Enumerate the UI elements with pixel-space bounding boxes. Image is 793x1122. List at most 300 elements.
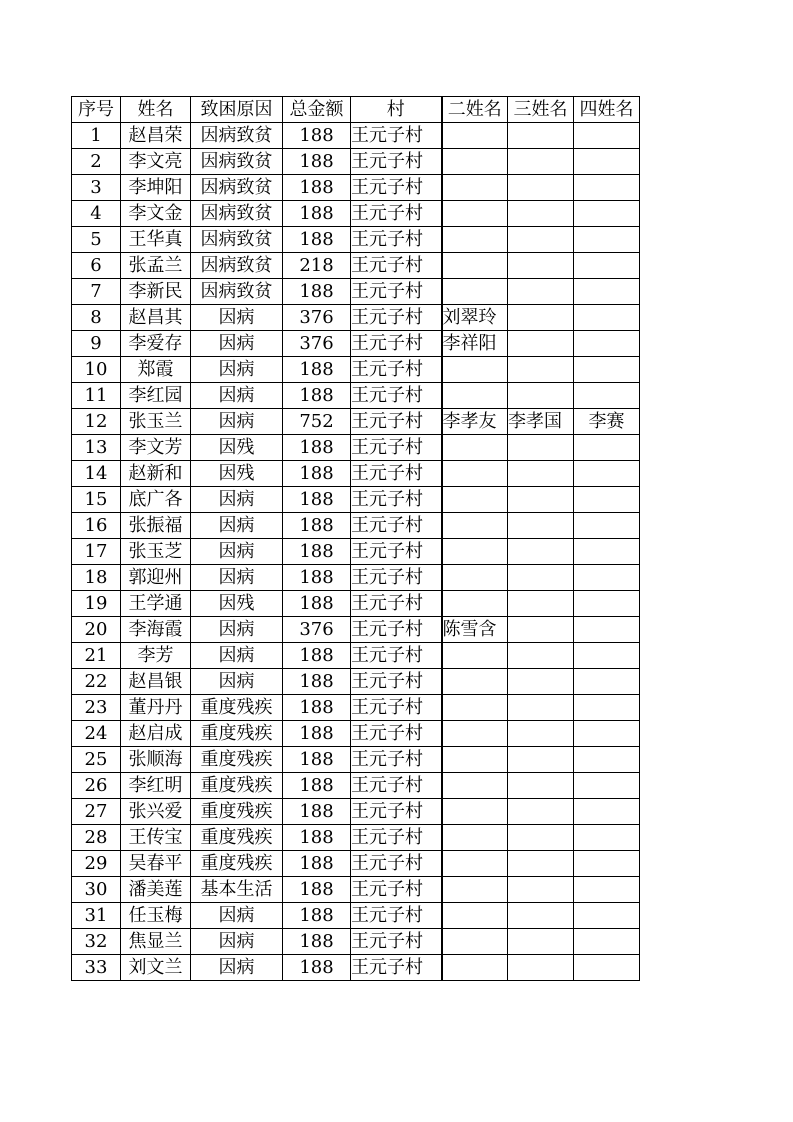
cell-second-name: [442, 175, 508, 201]
cell-amount: 188: [283, 903, 351, 929]
cell-third-name: [508, 513, 574, 539]
header-serial: 序号: [72, 97, 121, 123]
cell-serial: 19: [72, 591, 121, 617]
cell-fourth-name: [574, 903, 640, 929]
cell-third-name: [508, 123, 574, 149]
cell-reason: 因病: [191, 565, 283, 591]
cell-name: 张孟兰: [121, 253, 191, 279]
cell-second-name: [442, 929, 508, 955]
cell-village: 王元子村: [351, 461, 442, 487]
cell-second-name: [442, 591, 508, 617]
cell-village: 王元子村: [351, 643, 442, 669]
cell-serial: 32: [72, 929, 121, 955]
cell-third-name: [508, 279, 574, 305]
cell-amount: 188: [283, 539, 351, 565]
cell-reason: 因病致贫: [191, 227, 283, 253]
cell-fourth-name: [574, 279, 640, 305]
cell-fourth-name: [574, 175, 640, 201]
cell-village: 王元子村: [351, 617, 442, 643]
table-row: [72, 877, 640, 903]
cell-third-name: [508, 227, 574, 253]
cell-amount: 188: [283, 201, 351, 227]
cell-fourth-name: [574, 617, 640, 643]
table-row: [72, 539, 640, 565]
header-village: 村: [351, 97, 442, 123]
cell-village: 王元子村: [351, 487, 442, 513]
cell-reason: 因残: [191, 461, 283, 487]
cell-amount: 188: [283, 851, 351, 877]
cell-fourth-name: [574, 825, 640, 851]
cell-fourth-name: [574, 643, 640, 669]
cell-second-name: [442, 149, 508, 175]
table-row: [72, 305, 640, 331]
cell-village: 王元子村: [351, 175, 442, 201]
table-row: [72, 123, 640, 149]
cell-second-name: [442, 799, 508, 825]
cell-name: 赵昌银: [121, 669, 191, 695]
cell-amount: 188: [283, 175, 351, 201]
cell-reason: 因残: [191, 435, 283, 461]
cell-name: 李红园: [121, 383, 191, 409]
cell-amount: 188: [283, 669, 351, 695]
cell-third-name: [508, 253, 574, 279]
cell-reason: 因病: [191, 617, 283, 643]
cell-third-name: [508, 877, 574, 903]
cell-third-name: [508, 461, 574, 487]
table-row: [72, 773, 640, 799]
cell-serial: 3: [72, 175, 121, 201]
table-row: [72, 331, 640, 357]
cell-serial: 18: [72, 565, 121, 591]
cell-fourth-name: [574, 357, 640, 383]
cell-serial: 27: [72, 799, 121, 825]
cell-reason: 因病: [191, 929, 283, 955]
cell-serial: 1: [72, 123, 121, 149]
cell-serial: 8: [72, 305, 121, 331]
cell-reason: 因病: [191, 383, 283, 409]
cell-amount: 188: [283, 487, 351, 513]
cell-village: 王元子村: [351, 227, 442, 253]
cell-serial: 12: [72, 409, 121, 435]
cell-reason: 因病: [191, 903, 283, 929]
cell-amount: 188: [283, 279, 351, 305]
cell-name: 潘美莲: [121, 877, 191, 903]
cell-second-name: 刘翠玲: [442, 305, 508, 331]
cell-name: 张兴爱: [121, 799, 191, 825]
cell-fourth-name: [574, 955, 640, 981]
table-row: [72, 227, 640, 253]
cell-fourth-name: [574, 253, 640, 279]
cell-reason: 基本生活: [191, 877, 283, 903]
cell-name: 张玉芝: [121, 539, 191, 565]
cell-name: 赵新和: [121, 461, 191, 487]
table-row: [72, 643, 640, 669]
cell-serial: 7: [72, 279, 121, 305]
cell-fourth-name: [574, 877, 640, 903]
cell-serial: 33: [72, 955, 121, 981]
cell-village: 王元子村: [351, 253, 442, 279]
cell-serial: 26: [72, 773, 121, 799]
table-row: [72, 903, 640, 929]
cell-serial: 11: [72, 383, 121, 409]
cell-second-name: [442, 643, 508, 669]
cell-serial: 17: [72, 539, 121, 565]
cell-fourth-name: [574, 305, 640, 331]
table-row: [72, 201, 640, 227]
table-row: [72, 383, 640, 409]
cell-name: 任玉梅: [121, 903, 191, 929]
cell-fourth-name: [574, 201, 640, 227]
cell-second-name: 陈雪含: [442, 617, 508, 643]
cell-serial: 6: [72, 253, 121, 279]
cell-name: 赵昌荣: [121, 123, 191, 149]
cell-second-name: [442, 357, 508, 383]
table-row: [72, 435, 640, 461]
cell-third-name: [508, 669, 574, 695]
cell-amount: 188: [283, 643, 351, 669]
cell-name: 赵昌其: [121, 305, 191, 331]
cell-village: 王元子村: [351, 747, 442, 773]
cell-amount: 188: [283, 565, 351, 591]
cell-second-name: [442, 279, 508, 305]
cell-fourth-name: [574, 721, 640, 747]
table-row: [72, 279, 640, 305]
cell-amount: 188: [283, 513, 351, 539]
cell-serial: 22: [72, 669, 121, 695]
cell-third-name: [508, 903, 574, 929]
cell-third-name: [508, 695, 574, 721]
cell-amount: 188: [283, 149, 351, 175]
cell-serial: 30: [72, 877, 121, 903]
cell-name: 赵启成: [121, 721, 191, 747]
cell-reason: 因病致贫: [191, 253, 283, 279]
cell-third-name: [508, 435, 574, 461]
cell-amount: 188: [283, 695, 351, 721]
cell-fourth-name: [574, 929, 640, 955]
cell-third-name: [508, 383, 574, 409]
cell-reason: 因病致贫: [191, 175, 283, 201]
header-name: 姓名: [121, 97, 191, 123]
cell-second-name: [442, 227, 508, 253]
table-row: [72, 175, 640, 201]
table-row: [72, 669, 640, 695]
cell-village: 王元子村: [351, 513, 442, 539]
table-row: [72, 591, 640, 617]
cell-amount: 218: [283, 253, 351, 279]
cell-third-name: [508, 539, 574, 565]
cell-fourth-name: [574, 539, 640, 565]
cell-village: 王元子村: [351, 201, 442, 227]
cell-amount: 188: [283, 357, 351, 383]
cell-serial: 2: [72, 149, 121, 175]
cell-amount: 188: [283, 591, 351, 617]
cell-second-name: [442, 539, 508, 565]
table-row: [72, 799, 640, 825]
cell-third-name: [508, 929, 574, 955]
cell-second-name: [442, 253, 508, 279]
cell-serial: 4: [72, 201, 121, 227]
cell-second-name: [442, 903, 508, 929]
cell-third-name: [508, 565, 574, 591]
cell-name: 吴春平: [121, 851, 191, 877]
cell-serial: 25: [72, 747, 121, 773]
cell-name: 李红明: [121, 773, 191, 799]
cell-fourth-name: [574, 149, 640, 175]
cell-name: 刘文兰: [121, 955, 191, 981]
cell-reason: 因病: [191, 955, 283, 981]
cell-village: 王元子村: [351, 331, 442, 357]
cell-third-name: [508, 149, 574, 175]
cell-fourth-name: [574, 123, 640, 149]
cell-third-name: [508, 773, 574, 799]
table-body: [72, 123, 640, 981]
cell-third-name: 李孝国: [508, 409, 574, 435]
cell-amount: 188: [283, 461, 351, 487]
cell-serial: 9: [72, 331, 121, 357]
cell-third-name: [508, 799, 574, 825]
cell-second-name: [442, 773, 508, 799]
cell-third-name: [508, 487, 574, 513]
cell-reason: 因病: [191, 513, 283, 539]
cell-third-name: [508, 201, 574, 227]
cell-fourth-name: [574, 435, 640, 461]
cell-reason: 因病致贫: [191, 149, 283, 175]
cell-village: 王元子村: [351, 279, 442, 305]
cell-fourth-name: [574, 487, 640, 513]
cell-serial: 23: [72, 695, 121, 721]
header-total-amount: 总金额: [283, 97, 351, 123]
cell-second-name: [442, 747, 508, 773]
cell-village: 王元子村: [351, 851, 442, 877]
table-row: [72, 721, 640, 747]
cell-fourth-name: 李赛: [574, 409, 640, 435]
cell-third-name: [508, 643, 574, 669]
cell-second-name: [442, 721, 508, 747]
cell-amount: 376: [283, 305, 351, 331]
cell-name: 李文芳: [121, 435, 191, 461]
cell-name: 李芳: [121, 643, 191, 669]
cell-second-name: [442, 435, 508, 461]
cell-village: 王元子村: [351, 409, 442, 435]
cell-third-name: [508, 305, 574, 331]
cell-village: 王元子村: [351, 435, 442, 461]
cell-third-name: [508, 747, 574, 773]
cell-village: 王元子村: [351, 383, 442, 409]
cell-amount: 376: [283, 331, 351, 357]
cell-village: 王元子村: [351, 955, 442, 981]
cell-third-name: [508, 331, 574, 357]
cell-second-name: [442, 201, 508, 227]
table-row: [72, 461, 640, 487]
cell-village: 王元子村: [351, 825, 442, 851]
cell-village: 王元子村: [351, 695, 442, 721]
cell-third-name: [508, 617, 574, 643]
cell-amount: 188: [283, 123, 351, 149]
table-row: [72, 409, 640, 435]
cell-serial: 15: [72, 487, 121, 513]
cell-second-name: [442, 695, 508, 721]
cell-third-name: [508, 825, 574, 851]
table-row: [72, 929, 640, 955]
table-row: [72, 513, 640, 539]
header-second-name: 二姓名: [442, 97, 508, 123]
cell-second-name: [442, 877, 508, 903]
cell-third-name: [508, 955, 574, 981]
cell-name: 王华真: [121, 227, 191, 253]
cell-fourth-name: [574, 669, 640, 695]
cell-second-name: [442, 955, 508, 981]
cell-reason: 重度残疾: [191, 851, 283, 877]
table-row: [72, 487, 640, 513]
table-row: [72, 357, 640, 383]
cell-village: 王元子村: [351, 929, 442, 955]
cell-third-name: [508, 591, 574, 617]
cell-second-name: [442, 123, 508, 149]
cell-third-name: [508, 851, 574, 877]
cell-amount: 188: [283, 773, 351, 799]
cell-village: 王元子村: [351, 539, 442, 565]
cell-name: 张顺海: [121, 747, 191, 773]
cell-fourth-name: [574, 747, 640, 773]
cell-serial: 28: [72, 825, 121, 851]
cell-amount: 752: [283, 409, 351, 435]
header-reason: 致困原因: [191, 97, 283, 123]
cell-second-name: [442, 513, 508, 539]
cell-second-name: [442, 565, 508, 591]
cell-amount: 188: [283, 877, 351, 903]
cell-name: 李文亮: [121, 149, 191, 175]
cell-second-name: 李祥阳: [442, 331, 508, 357]
cell-reason: 因病: [191, 539, 283, 565]
cell-serial: 14: [72, 461, 121, 487]
header-third-name: 三姓名: [508, 97, 574, 123]
cell-name: 郑霞: [121, 357, 191, 383]
cell-reason: 重度残疾: [191, 825, 283, 851]
cell-amount: 188: [283, 955, 351, 981]
cell-reason: 因病致贫: [191, 123, 283, 149]
cell-amount: 188: [283, 799, 351, 825]
cell-village: 王元子村: [351, 721, 442, 747]
cell-amount: 188: [283, 929, 351, 955]
table-header: [72, 97, 640, 123]
cell-name: 王学通: [121, 591, 191, 617]
cell-village: 王元子村: [351, 149, 442, 175]
cell-third-name: [508, 357, 574, 383]
cell-serial: 21: [72, 643, 121, 669]
table-row: [72, 565, 640, 591]
table-row: [72, 747, 640, 773]
cell-serial: 13: [72, 435, 121, 461]
cell-name: 董丹丹: [121, 695, 191, 721]
cell-fourth-name: [574, 513, 640, 539]
cell-village: 王元子村: [351, 799, 442, 825]
cell-reason: 因病致贫: [191, 201, 283, 227]
cell-name: 张振福: [121, 513, 191, 539]
cell-amount: 188: [283, 435, 351, 461]
cell-fourth-name: [574, 331, 640, 357]
table-row: [72, 253, 640, 279]
cell-second-name: 李孝友: [442, 409, 508, 435]
table-row: [72, 825, 640, 851]
cell-amount: 188: [283, 747, 351, 773]
cell-second-name: [442, 669, 508, 695]
cell-serial: 20: [72, 617, 121, 643]
cell-name: 底广各: [121, 487, 191, 513]
table-row: [72, 149, 640, 175]
cell-serial: 24: [72, 721, 121, 747]
cell-village: 王元子村: [351, 877, 442, 903]
cell-name: 李新民: [121, 279, 191, 305]
cell-reason: 因病: [191, 305, 283, 331]
cell-fourth-name: [574, 591, 640, 617]
cell-reason: 因病: [191, 331, 283, 357]
cell-name: 焦显兰: [121, 929, 191, 955]
cell-name: 李文金: [121, 201, 191, 227]
cell-serial: 29: [72, 851, 121, 877]
cell-reason: 因病致贫: [191, 279, 283, 305]
cell-village: 王元子村: [351, 669, 442, 695]
cell-serial: 16: [72, 513, 121, 539]
cell-village: 王元子村: [351, 903, 442, 929]
cell-name: 郭迎州: [121, 565, 191, 591]
cell-reason: 因病: [191, 487, 283, 513]
cell-name: 张玉兰: [121, 409, 191, 435]
cell-third-name: [508, 721, 574, 747]
cell-second-name: [442, 487, 508, 513]
cell-serial: 5: [72, 227, 121, 253]
cell-amount: 376: [283, 617, 351, 643]
cell-name: 李坤阳: [121, 175, 191, 201]
cell-reason: 因病: [191, 409, 283, 435]
table-row: [72, 955, 640, 981]
header-fourth-name: 四姓名: [574, 97, 640, 123]
cell-second-name: [442, 825, 508, 851]
cell-amount: 188: [283, 383, 351, 409]
cell-serial: 31: [72, 903, 121, 929]
cell-name: 王传宝: [121, 825, 191, 851]
cell-fourth-name: [574, 565, 640, 591]
cell-fourth-name: [574, 227, 640, 253]
cell-second-name: [442, 851, 508, 877]
cell-fourth-name: [574, 695, 640, 721]
cell-fourth-name: [574, 799, 640, 825]
cell-second-name: [442, 461, 508, 487]
cell-reason: 重度残疾: [191, 799, 283, 825]
cell-reason: 因残: [191, 591, 283, 617]
cell-fourth-name: [574, 383, 640, 409]
cell-village: 王元子村: [351, 123, 442, 149]
table-row: [72, 617, 640, 643]
cell-reason: 重度残疾: [191, 747, 283, 773]
poverty-relief-table: [71, 96, 640, 981]
cell-reason: 重度残疾: [191, 773, 283, 799]
cell-reason: 因病: [191, 643, 283, 669]
cell-amount: 188: [283, 825, 351, 851]
cell-second-name: [442, 383, 508, 409]
cell-reason: 因病: [191, 669, 283, 695]
cell-village: 王元子村: [351, 305, 442, 331]
cell-fourth-name: [574, 461, 640, 487]
cell-name: 李海霞: [121, 617, 191, 643]
cell-name: 李爱存: [121, 331, 191, 357]
cell-village: 王元子村: [351, 565, 442, 591]
cell-reason: 因病: [191, 357, 283, 383]
cell-amount: 188: [283, 721, 351, 747]
cell-serial: 10: [72, 357, 121, 383]
table-row: [72, 695, 640, 721]
cell-village: 王元子村: [351, 591, 442, 617]
cell-reason: 重度残疾: [191, 695, 283, 721]
